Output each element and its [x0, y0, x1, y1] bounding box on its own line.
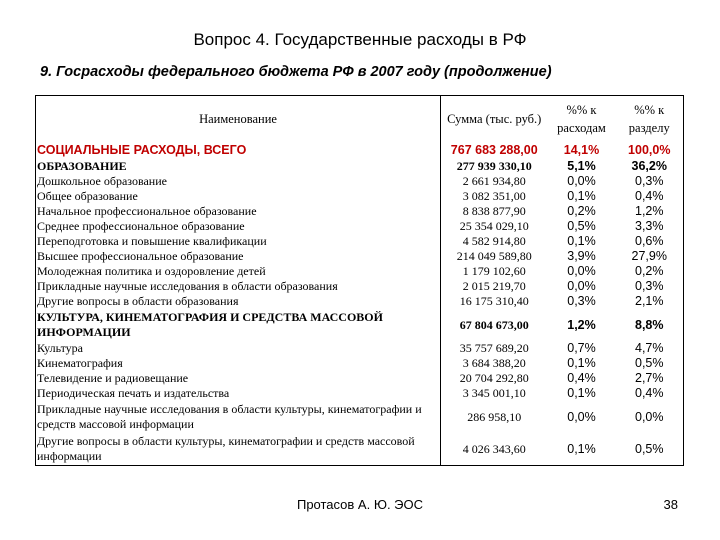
- page-number: 38: [663, 497, 678, 512]
- row-sum: 3 082 351,00: [462, 189, 526, 203]
- total-row: [36, 142, 684, 159]
- row-sec: 0,2%: [635, 264, 664, 278]
- row-sec: 1,2%: [635, 204, 664, 218]
- row-name: Прикладные научные исследования в области культуры, кинематографии и средств массовой информации: [36, 401, 441, 433]
- table-row: [36, 433, 684, 466]
- total-pct: 14,1%: [563, 143, 600, 157]
- table-row: [36, 174, 684, 189]
- section-pct: 1,2%: [567, 317, 596, 332]
- row-pct: 0,5%: [567, 219, 596, 233]
- row-name: Общее образование: [36, 189, 441, 204]
- row-sec: 0,4%: [635, 189, 664, 203]
- row-sec: 0,6%: [635, 234, 664, 248]
- row-pct: 0,0%: [567, 264, 596, 278]
- row-sum: 2 661 934,80: [462, 174, 526, 188]
- table-subtitle: 9. Госрасходы федерального бюджета РФ в 2007 году (продолжение): [40, 64, 552, 80]
- row-pct: 0,1%: [567, 189, 596, 203]
- table-row: [36, 189, 684, 204]
- row-sec: 2,7%: [635, 371, 664, 385]
- row-sum: 3 684 388,20: [462, 356, 526, 370]
- row-pct: 0,4%: [567, 371, 596, 385]
- row-sum: 1 179 102,60: [462, 264, 526, 278]
- row-pct: 0,7%: [567, 341, 596, 355]
- footer-author: Протасов А. Ю. ЭОС: [296, 497, 424, 512]
- section-pct: 5,1%: [567, 159, 596, 173]
- row-sec: 2,1%: [635, 294, 664, 308]
- row-name: Периодическая печать и издательства: [36, 386, 441, 401]
- header-pct-section: %% к разделу: [628, 103, 670, 135]
- row-name: Молодежная политика и оздоровление детей: [36, 264, 441, 279]
- table-row: [36, 279, 684, 294]
- table-row: [36, 356, 684, 371]
- row-pct: 0,1%: [567, 441, 596, 456]
- table-header-row: [36, 96, 684, 143]
- section-row-culture: [36, 309, 684, 341]
- table-row: [36, 249, 684, 264]
- row-sec: 3,3%: [635, 219, 664, 233]
- section-sum: 67 804 673,00: [459, 317, 529, 332]
- row-sum: 8 838 877,90: [462, 204, 526, 218]
- row-pct: 3,9%: [567, 249, 596, 263]
- row-name: Переподготовка и повышение квалификации: [36, 234, 441, 249]
- row-pct: 0,0%: [567, 174, 596, 188]
- row-pct: 0,1%: [567, 356, 596, 370]
- row-sec: 0,5%: [635, 356, 664, 370]
- row-sum: 214 049 589,80: [456, 249, 532, 263]
- row-sum: 20 704 292,80: [459, 371, 529, 385]
- table-row: [36, 371, 684, 386]
- row-pct: 0,1%: [567, 386, 596, 400]
- row-pct: 0,1%: [567, 234, 596, 248]
- section-sec: 8,8%: [635, 317, 664, 332]
- table-row: [36, 204, 684, 219]
- row-sec: 0,0%: [635, 409, 664, 424]
- section-row-education: [36, 159, 684, 174]
- section-sec: 36,2%: [631, 159, 667, 173]
- row-sum: 2 015 219,70: [462, 279, 526, 293]
- row-sum: 286 958,10: [467, 409, 522, 424]
- row-name: Прикладные научные исследования в области образования: [36, 279, 441, 294]
- row-name: Культура: [36, 341, 441, 356]
- section-name: КУЛЬТУРА, КИНЕМАТОГРАФИЯ И СРЕДСТВА МАССОВОЙ ИНФОРМАЦИИ: [36, 309, 441, 341]
- budget-table: [35, 95, 684, 466]
- row-pct: 0,2%: [567, 204, 596, 218]
- row-name: Дошкольное образование: [36, 174, 441, 189]
- row-sec: 0,3%: [635, 279, 664, 293]
- header-pct-expenses: %% к расходам: [557, 103, 606, 135]
- slide-title: Вопрос 4. Государственные расходы в РФ: [193, 30, 527, 49]
- row-name: Высшее профессиональное образование: [36, 249, 441, 264]
- table-row: [36, 294, 684, 309]
- row-sec: 0,3%: [635, 174, 664, 188]
- row-name: Другие вопросы в области образования: [36, 294, 441, 309]
- row-name: Другие вопросы в области культуры, кинематографии и средств массовой информации: [36, 433, 441, 466]
- table-row: [36, 234, 684, 249]
- table-row: [36, 341, 684, 356]
- table-row: [36, 264, 684, 279]
- row-pct: 0,0%: [567, 279, 596, 293]
- table-row: [36, 219, 684, 234]
- row-name: Среднее профессиональное образование: [36, 219, 441, 234]
- section-sum: 277 939 330,10: [456, 159, 532, 173]
- row-sum: 16 175 310,40: [459, 294, 529, 308]
- row-sum: 4 026 343,60: [462, 441, 526, 456]
- row-sec: 0,4%: [635, 386, 664, 400]
- header-sum: Сумма (тыс. руб.): [447, 112, 542, 126]
- row-name: Начальное профессиональное образование: [36, 204, 441, 219]
- total-sec: 100,0%: [628, 143, 671, 157]
- table-row: [36, 401, 684, 433]
- row-sec: 27,9%: [631, 249, 667, 263]
- row-pct: 0,3%: [567, 294, 596, 308]
- row-pct: 0,0%: [567, 409, 596, 424]
- row-sum: 4 582 914,80: [462, 234, 526, 248]
- header-name: Наименование: [36, 96, 441, 143]
- row-sec: 0,5%: [635, 441, 664, 456]
- row-sum: 35 757 689,20: [459, 341, 529, 355]
- total-sum: 767 683 288,00: [450, 143, 538, 157]
- section-name: ОБРАЗОВАНИЕ: [36, 159, 441, 174]
- row-sec: 4,7%: [635, 341, 664, 355]
- row-name: Телевидение и радиовещание: [36, 371, 441, 386]
- row-name: Кинематография: [36, 356, 441, 371]
- table-row: [36, 386, 684, 401]
- row-sum: 25 354 029,10: [459, 219, 529, 233]
- total-name: СОЦИАЛЬНЫЕ РАСХОДЫ, ВСЕГО: [36, 142, 441, 159]
- row-sum: 3 345 001,10: [462, 386, 526, 400]
